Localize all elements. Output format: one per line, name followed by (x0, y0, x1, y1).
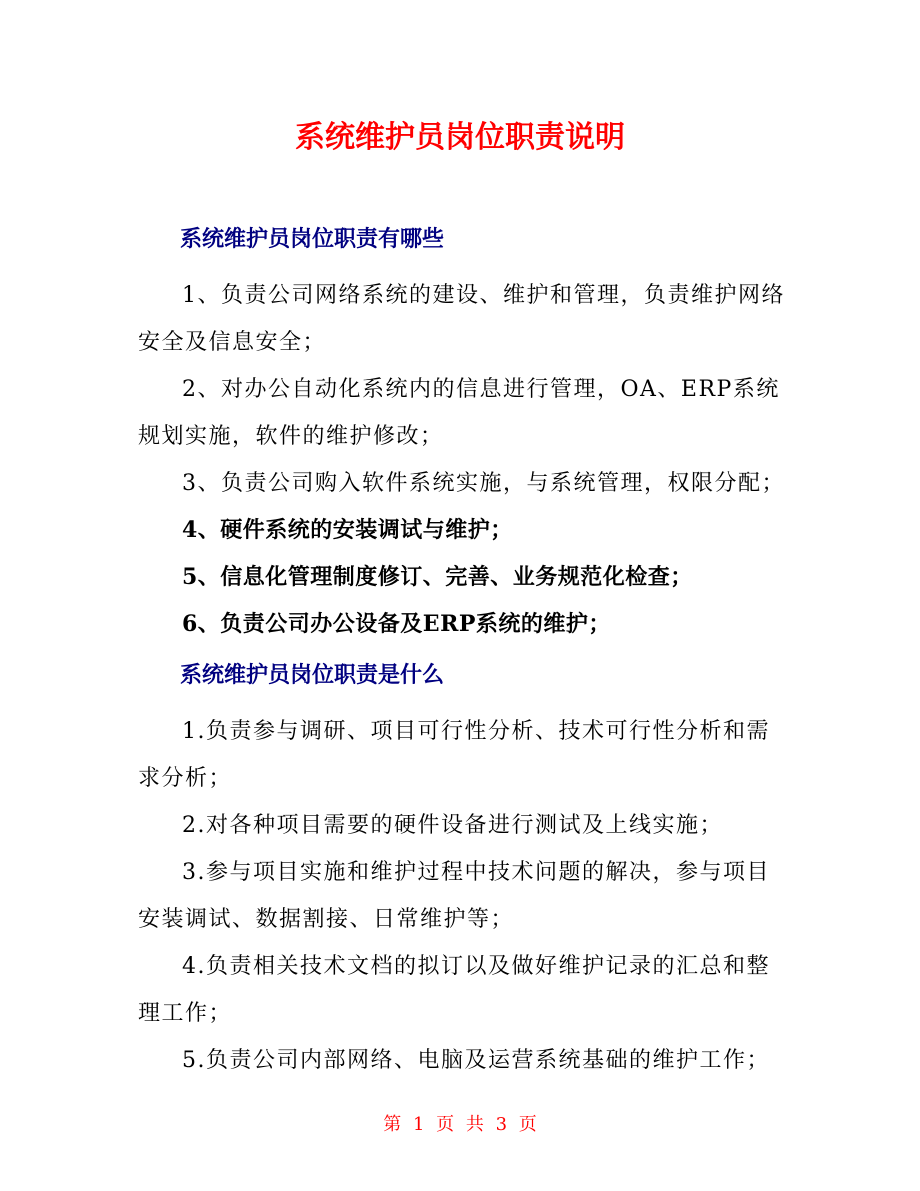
list-item: 2.对各种项目需要的硬件设备进行测试及上线实施； (182, 813, 723, 838)
list-item: 3.参与项目实施和维护过程中技术问题的解决，参与项目安装调试、数据割接、日常维护等； (138, 860, 770, 932)
list-item: 2、对办公自动化系统内的信息进行管理，OA、ERP系统规划实施，软件的维护修改； (138, 377, 780, 449)
section-heading-2: 系统维护员岗位职责是什么 (180, 663, 445, 688)
list-item: 6、负责公司办公设备及ERP系统的维护； (182, 611, 611, 637)
document-title: 系统维护员岗位职责说明 (295, 120, 625, 155)
list-item: 4、硬件系统的安装调试与维护； (182, 517, 513, 543)
list-item: 3、负责公司购入软件系统实施，与系统管理，权限分配； (182, 471, 785, 496)
list-item: 1、负责公司网络系统的建设、维护和管理，负责维护网络安全及信息安全； (138, 283, 785, 355)
page-footer: 第 1 页 共 3 页 (383, 1114, 537, 1135)
section-heading-1: 系统维护员岗位职责有哪些 (180, 227, 445, 252)
list-item: 4.负责相关技术文档的拟订以及做好维护记录的汇总和整理工作； (138, 954, 770, 1026)
list-item: 5、信息化管理制度修订、完善、业务规范化检查； (182, 564, 693, 590)
list-item: 1.负责参与调研、项目可行性分析、技术可行性分析和需求分析； (138, 719, 770, 791)
list-item: 5.负责公司内部网络、电脑及运营系统基础的维护工作； (182, 1048, 770, 1073)
